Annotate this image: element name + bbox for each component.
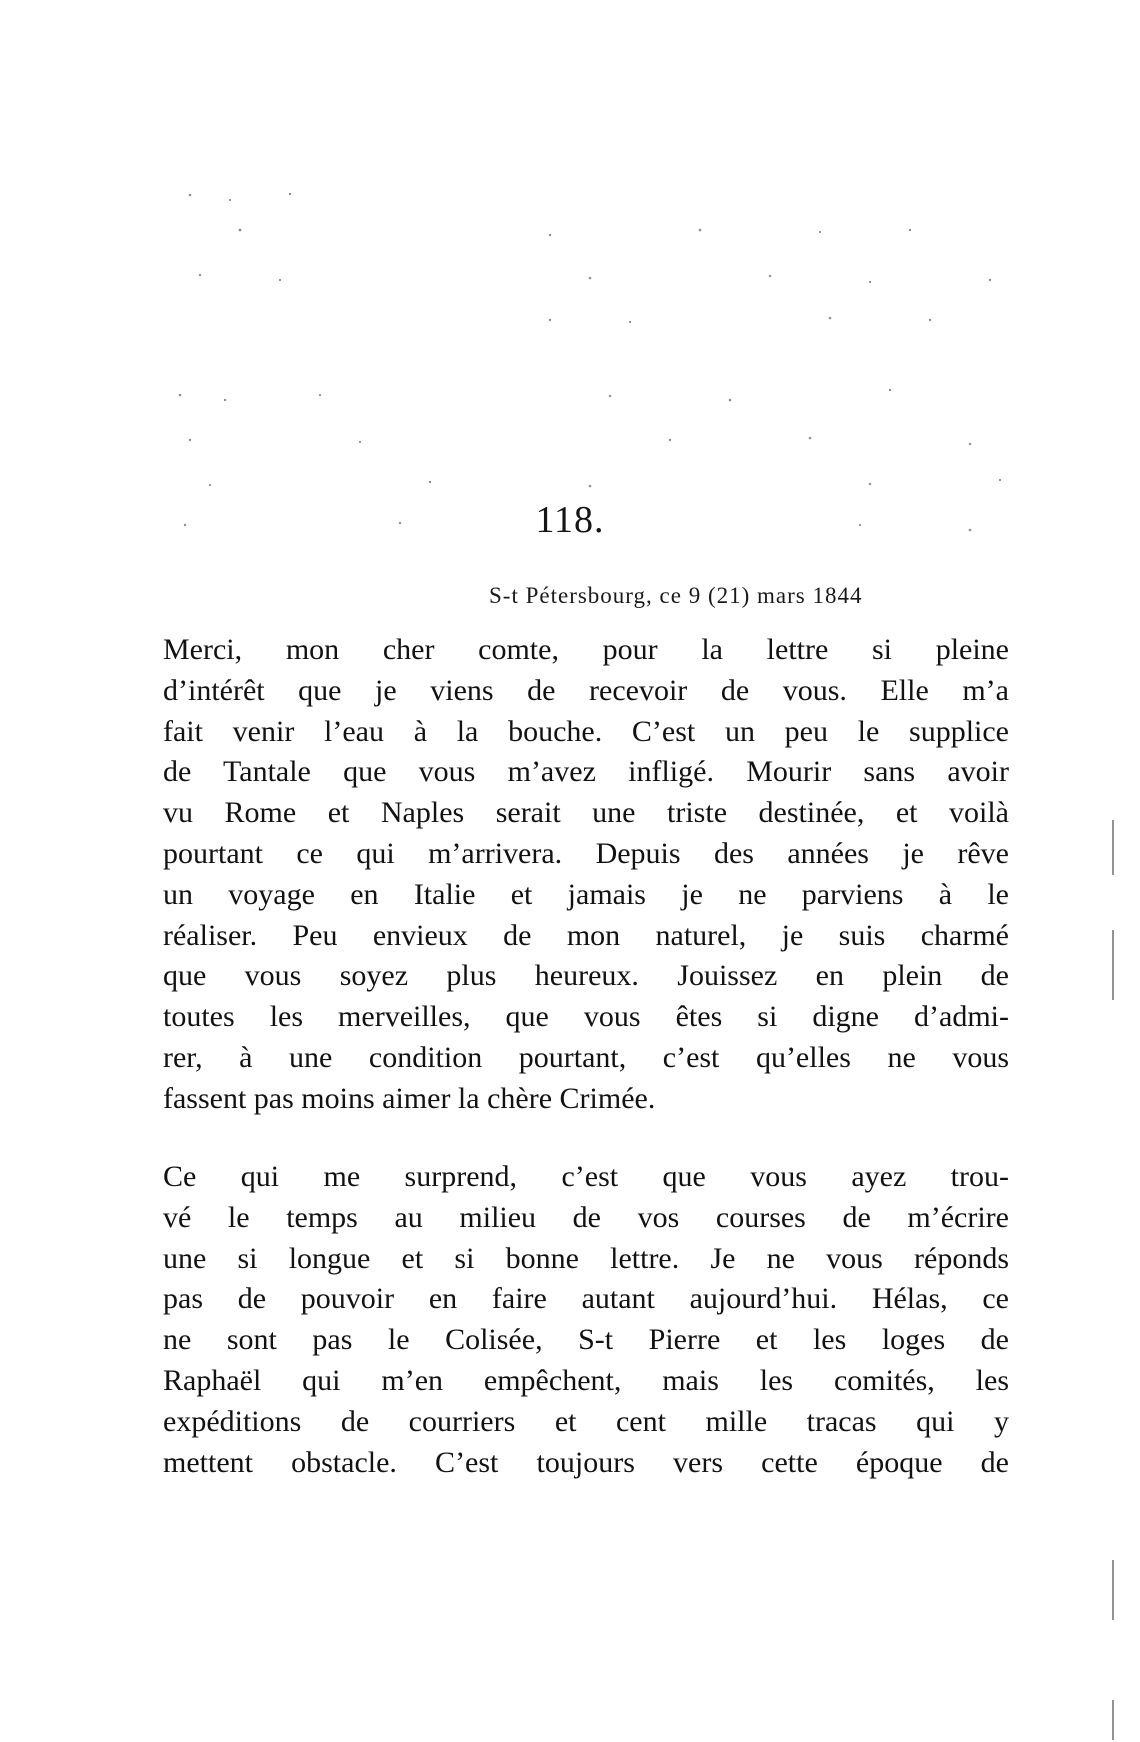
paragraph-1-line-9: que vous soyez plus heureux. Jouissez en plein de bbox=[163, 959, 1009, 993]
paragraph-1-line-5: vu Rome et Naples serait une triste destinée, et voilà bbox=[163, 796, 1009, 830]
paragraph-1-line-12: fassent pas moins aimer la chère Crimée. bbox=[163, 1081, 656, 1115]
letter-number: 118. bbox=[535, 499, 605, 541]
scan-margin-mark bbox=[1112, 1560, 1114, 1620]
paragraph-2 bbox=[163, 1157, 1009, 1483]
paragraph-1-line-10: toutes les merveilles, que vous êtes si digne d’admi- bbox=[163, 1000, 1009, 1034]
paragraph-1-line-1: Merci, mon cher comte, pour la lettre si pleine bbox=[163, 633, 1009, 666]
paragraph-2-line-2: vé le temps au milieu de vos courses de m’écrire bbox=[163, 1200, 1009, 1234]
dateline: S-t Pétersbourg, ce 9 (21) mars 1844 bbox=[489, 583, 863, 608]
paragraph-1-line-8: réaliser. Peu envieux de mon naturel, je suis charmé bbox=[163, 918, 1009, 952]
paragraph-1-line-6: pourtant ce qui m’arrivera. Depuis des années je rêve bbox=[163, 836, 1009, 870]
paragraph-1-line-4: de Tantale que vous m’avez infligé. Mourir sans avoir bbox=[163, 755, 1009, 789]
paragraph-2-line-5: ne sont pas le Colisée, S-t Pierre et les loges de bbox=[163, 1323, 1009, 1357]
paragraph-1-line-7: un voyage en Italie et jamais je ne parviens à le bbox=[163, 877, 1009, 911]
paragraph-2-line-6: Raphaël qui m’en empêchent, mais les comités, les bbox=[163, 1363, 1009, 1397]
scan-margin-mark bbox=[1112, 820, 1114, 875]
paragraph-2-line-3: une si longue et si bonne lettre. Je ne vous réponds bbox=[163, 1241, 1009, 1275]
paragraph-2-line-1: Ce qui me surprend, c’est que vous ayez trou- bbox=[163, 1160, 1009, 1193]
scan-margin-mark bbox=[1112, 930, 1114, 1000]
paragraph-2-line-8: mettent obstacle. C’est toujours vers cette époque de bbox=[163, 1445, 1009, 1479]
paragraph-2-line-4: pas de pouvoir en faire autant aujourd’hui. Hélas, ce bbox=[163, 1282, 1009, 1316]
scan-margin-mark bbox=[1112, 1700, 1114, 1740]
paragraph-2-line-7: expéditions de courriers et cent mille tracas qui y bbox=[163, 1404, 1009, 1438]
paragraph-1-line-2: d’intérêt que je viens de recevoir de vous. Elle m’a bbox=[163, 673, 1009, 707]
paragraph-1-line-11: rer, à une condition pourtant, c’est qu’elles ne vous bbox=[163, 1040, 1009, 1074]
paragraph-1-line-3: fait venir l’eau à la bouche. C’est un peu le supplice bbox=[163, 714, 1009, 748]
paragraph-1 bbox=[163, 630, 1009, 1120]
